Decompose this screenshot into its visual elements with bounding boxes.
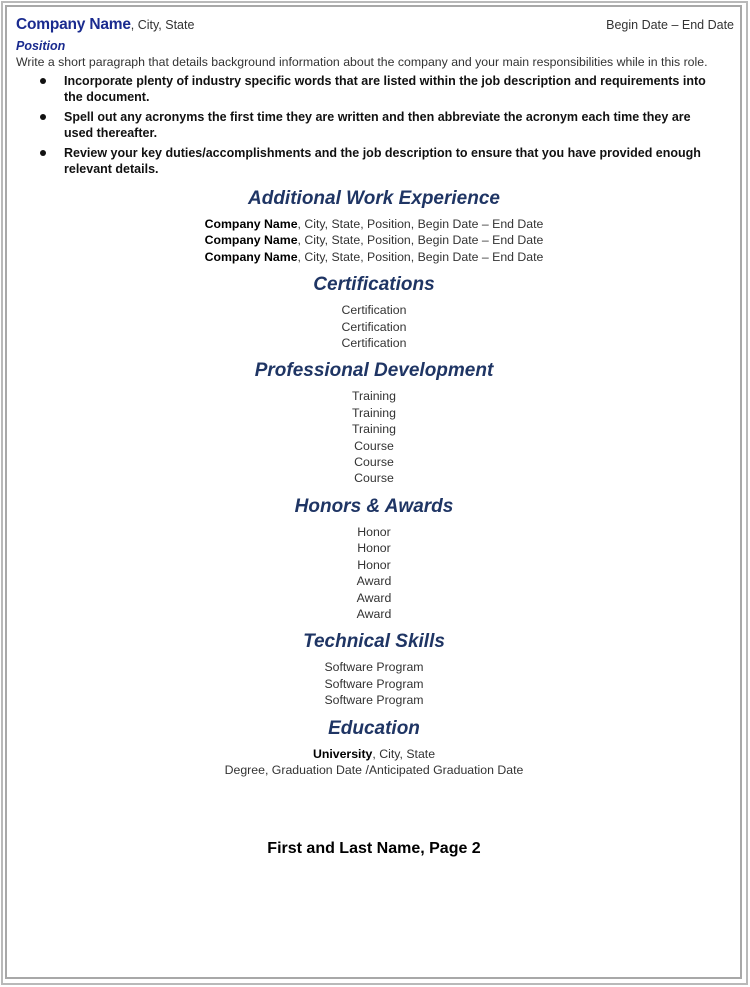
university-location: , City, State (372, 746, 436, 761)
company-location: , City, State (130, 18, 195, 32)
bullet-text: Review your key duties/accomplishments and the job description to ensure that you have provided enough relevant details. (64, 146, 701, 176)
award-item: Award (356, 590, 392, 605)
job-position: Position (16, 39, 66, 53)
honor-item: Honor (357, 557, 391, 572)
development-list (16, 388, 732, 486)
work-company: Company Name (204, 249, 298, 264)
skill-item: Software Program (324, 693, 424, 708)
footer-name-page: First and Last Name, Page 2 (267, 840, 481, 858)
work-details: , City, State, Position, Begin Date – End Date (297, 249, 544, 264)
company-name: Company Name (16, 16, 131, 33)
work-item (16, 216, 732, 232)
section-honors-awards (16, 495, 732, 622)
work-details: , City, State, Position, Begin Date – End Date (297, 217, 544, 231)
honor-item: Honor (357, 524, 391, 539)
page-content (16, 16, 732, 858)
work-details: , City, State, Position, Begin Date – End Date (297, 233, 544, 248)
section-technical-skills (16, 630, 732, 708)
bullet-icon (40, 78, 46, 84)
certification-item: Certification (341, 303, 407, 318)
job-header (16, 16, 732, 38)
development-item: Course (354, 471, 394, 486)
section-title: Certifications (313, 274, 435, 296)
section-title: Honors & Awards (294, 495, 454, 517)
bullet-icon (40, 114, 46, 120)
certification-item: Certification (341, 319, 407, 334)
degree-line: Degree, Graduation Date /Anticipated Graduation Date (224, 762, 524, 777)
additional-work-list (16, 216, 732, 265)
honors-list (16, 524, 732, 622)
skills-list (16, 659, 732, 708)
bullet-item (16, 109, 732, 141)
section-title: Additional Work Experience (248, 188, 500, 209)
section-education (16, 717, 732, 779)
section-additional-work (16, 187, 732, 265)
job-bullets (16, 73, 732, 177)
development-item: Training (352, 389, 396, 404)
work-company: Company Name (204, 233, 298, 248)
section-title: Technical Skills (303, 631, 445, 653)
section-title: Professional Development (254, 360, 494, 382)
company-line (16, 16, 194, 34)
honor-item: Honor (357, 541, 391, 556)
section-professional-development (16, 359, 732, 486)
work-item (16, 232, 732, 248)
bullet-text: Spell out any acronyms the first time they are written and then abbreviate the acronym each time they are used thereafter. (64, 110, 691, 140)
development-item: Course (354, 455, 394, 470)
work-item (16, 249, 732, 265)
skill-item: Software Program (324, 676, 424, 691)
work-company: Company Name (204, 217, 298, 231)
award-item: Award (356, 606, 392, 621)
job-summary: Write a short paragraph that details background information about the company and your main responsibilities while in this role. (16, 55, 708, 69)
university-line (16, 746, 732, 762)
bullet-item (16, 145, 732, 177)
certification-item: Certification (341, 336, 407, 351)
job-dates: Begin Date – End Date (606, 18, 734, 32)
development-item: Training (352, 405, 396, 420)
bullet-item (16, 73, 732, 105)
section-title: Education (328, 717, 420, 739)
university-name: University (312, 746, 373, 761)
development-item: Course (354, 438, 394, 453)
development-item: Training (352, 422, 396, 437)
section-certifications (16, 273, 732, 351)
certifications-list (16, 302, 732, 351)
bullet-icon (40, 150, 46, 156)
bullet-text: Incorporate plenty of industry specific words that are listed within the job description and requirements into the document. (64, 74, 706, 104)
award-item: Award (356, 574, 392, 589)
education-details (16, 746, 732, 779)
skill-item: Software Program (324, 660, 424, 675)
